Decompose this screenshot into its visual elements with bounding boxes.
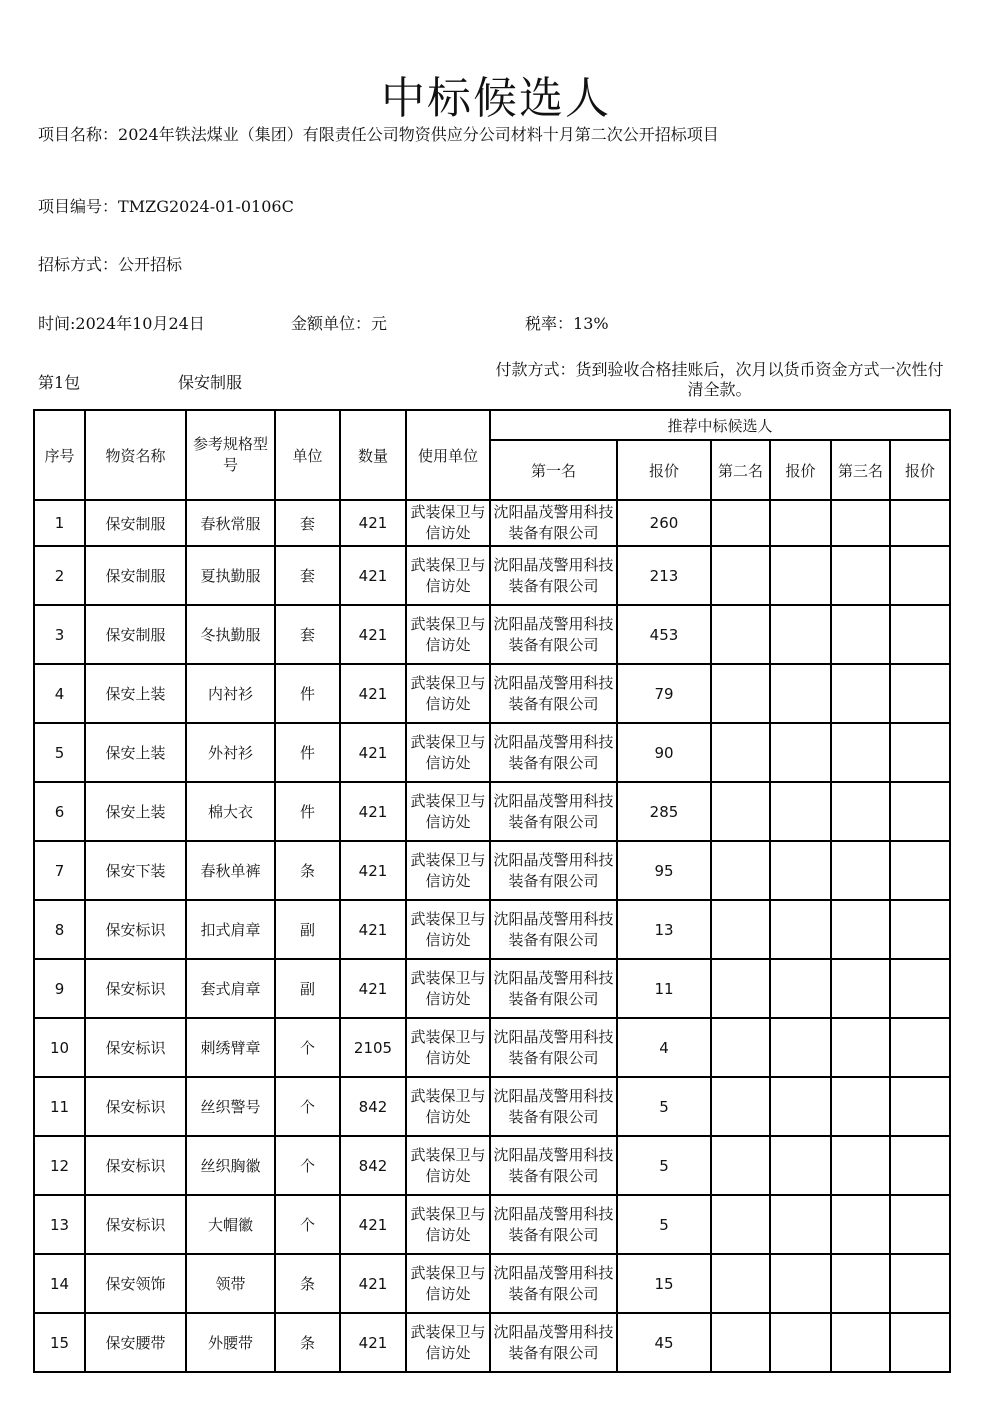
row-user: 武装保卫与信访处	[406, 1018, 490, 1077]
row-second-candidate	[711, 605, 770, 664]
row-third-candidate	[831, 782, 890, 841]
row-third-price	[890, 782, 950, 841]
row-spec: 领带	[186, 1254, 275, 1313]
row-first-price: 11	[617, 959, 711, 1018]
row-name: 保安标识	[85, 1018, 186, 1077]
row-third-candidate	[831, 546, 890, 605]
row-qty: 842	[340, 1136, 406, 1195]
row-qty: 421	[340, 959, 406, 1018]
row-second-candidate	[711, 1313, 770, 1372]
row-spec: 扣式肩章	[186, 900, 275, 959]
header-recommend: 推荐中标候选人	[490, 410, 950, 440]
row-third-candidate	[831, 1018, 890, 1077]
row-index: 4	[34, 664, 85, 723]
row-unit: 副	[275, 900, 340, 959]
row-second-price	[770, 1254, 831, 1313]
row-qty: 421	[340, 782, 406, 841]
row-first-candidate: 沈阳晶茂警用科技装备有限公司	[490, 841, 617, 900]
row-name: 保安制服	[85, 546, 186, 605]
project-name-label: 项目名称：	[38, 125, 119, 144]
payment-terms: 付款方式：货到验收合格挂账后，次月以货币资金方式一次性付清全款。	[495, 360, 944, 399]
row-third-price	[890, 723, 950, 782]
row-first-candidate: 沈阳晶茂警用科技装备有限公司	[490, 782, 617, 841]
date-value: 2024年10月24日	[75, 314, 205, 333]
row-first-candidate: 沈阳晶茂警用科技装备有限公司	[490, 546, 617, 605]
row-second-candidate	[711, 500, 770, 546]
row-unit: 套	[275, 546, 340, 605]
table-row	[34, 1195, 950, 1254]
row-user: 武装保卫与信访处	[406, 546, 490, 605]
row-index: 14	[34, 1254, 85, 1313]
tax-value: 13%	[573, 314, 609, 333]
row-third-candidate	[831, 1254, 890, 1313]
row-unit: 件	[275, 664, 340, 723]
row-qty: 421	[340, 605, 406, 664]
row-second-price	[770, 900, 831, 959]
header-price2: 报价	[770, 440, 831, 500]
header-price1: 报价	[617, 440, 711, 500]
row-first-price: 79	[617, 664, 711, 723]
row-third-candidate	[831, 1077, 890, 1136]
row-first-candidate: 沈阳晶茂警用科技装备有限公司	[490, 1136, 617, 1195]
table-row	[34, 605, 950, 664]
row-user: 武装保卫与信访处	[406, 1136, 490, 1195]
row-third-price	[890, 605, 950, 664]
row-first-candidate: 沈阳晶茂警用科技装备有限公司	[490, 500, 617, 546]
row-qty: 421	[340, 900, 406, 959]
row-name: 保安上装	[85, 664, 186, 723]
row-first-price: 15	[617, 1254, 711, 1313]
table-row	[34, 723, 950, 782]
row-third-candidate	[831, 605, 890, 664]
row-third-candidate	[831, 500, 890, 546]
row-spec: 夏执勤服	[186, 546, 275, 605]
row-index: 10	[34, 1018, 85, 1077]
row-index: 2	[34, 546, 85, 605]
row-first-price: 213	[617, 546, 711, 605]
row-second-price	[770, 546, 831, 605]
header-third: 第三名	[831, 440, 890, 500]
package-name: 保安制服	[178, 373, 243, 392]
header-unit: 单位	[275, 410, 340, 500]
row-name: 保安制服	[85, 500, 186, 546]
row-second-price	[770, 500, 831, 546]
row-user: 武装保卫与信访处	[406, 605, 490, 664]
row-third-price	[890, 1195, 950, 1254]
row-name: 保安领饰	[85, 1254, 186, 1313]
row-second-price	[770, 1313, 831, 1372]
row-user: 武装保卫与信访处	[406, 1195, 490, 1254]
row-second-candidate	[711, 1195, 770, 1254]
table-row	[34, 546, 950, 605]
row-second-price	[770, 664, 831, 723]
row-unit: 个	[275, 1077, 340, 1136]
row-user: 武装保卫与信访处	[406, 959, 490, 1018]
row-first-candidate: 沈阳晶茂警用科技装备有限公司	[490, 1195, 617, 1254]
row-first-price: 95	[617, 841, 711, 900]
row-user: 武装保卫与信访处	[406, 500, 490, 546]
row-second-candidate	[711, 959, 770, 1018]
row-name: 保安标识	[85, 959, 186, 1018]
row-name: 保安标识	[85, 1136, 186, 1195]
row-index: 13	[34, 1195, 85, 1254]
row-unit: 条	[275, 1313, 340, 1372]
row-spec: 棉大衣	[186, 782, 275, 841]
row-qty: 421	[340, 500, 406, 546]
row-index: 12	[34, 1136, 85, 1195]
row-unit: 套	[275, 500, 340, 546]
row-spec: 丝织警号	[186, 1077, 275, 1136]
row-user: 武装保卫与信访处	[406, 1313, 490, 1372]
row-second-candidate	[711, 782, 770, 841]
row-unit: 套	[275, 605, 340, 664]
row-second-price	[770, 1195, 831, 1254]
row-third-price	[890, 900, 950, 959]
currency-value: 元	[371, 314, 388, 333]
row-first-price: 5	[617, 1077, 711, 1136]
header-qty: 数量	[340, 410, 406, 500]
row-first-candidate: 沈阳晶茂警用科技装备有限公司	[490, 1018, 617, 1077]
row-third-price	[890, 500, 950, 546]
row-second-price	[770, 1018, 831, 1077]
row-user: 武装保卫与信访处	[406, 1077, 490, 1136]
row-qty: 421	[340, 546, 406, 605]
row-second-candidate	[711, 1254, 770, 1313]
project-code-value: TMZG2024-01-0106C	[118, 197, 294, 216]
row-first-price: 90	[617, 723, 711, 782]
date	[38, 313, 205, 335]
row-qty: 421	[340, 1313, 406, 1372]
row-first-price: 285	[617, 782, 711, 841]
table-row	[34, 1018, 950, 1077]
row-second-candidate	[711, 546, 770, 605]
row-third-price	[890, 1018, 950, 1077]
row-index: 6	[34, 782, 85, 841]
row-second-price	[770, 959, 831, 1018]
row-second-price	[770, 723, 831, 782]
currency-unit	[291, 313, 387, 335]
row-second-price	[770, 1077, 831, 1136]
row-third-price	[890, 1077, 950, 1136]
row-user: 武装保卫与信访处	[406, 723, 490, 782]
row-third-price	[890, 1313, 950, 1372]
row-name: 保安腰带	[85, 1313, 186, 1372]
table-row	[34, 1136, 950, 1195]
row-user: 武装保卫与信访处	[406, 664, 490, 723]
row-third-candidate	[831, 1195, 890, 1254]
header-spec: 参考规格型号	[186, 410, 275, 500]
row-third-candidate	[831, 1313, 890, 1372]
row-spec: 春秋单裤	[186, 841, 275, 900]
header-user: 使用单位	[406, 410, 490, 500]
row-second-candidate	[711, 664, 770, 723]
row-unit: 条	[275, 841, 340, 900]
bid-method-label: 招标方式：	[38, 255, 119, 274]
row-unit: 个	[275, 1018, 340, 1077]
project-code	[38, 196, 294, 218]
row-qty: 421	[340, 723, 406, 782]
header-second: 第二名	[711, 440, 770, 500]
row-second-candidate	[711, 900, 770, 959]
row-qty: 842	[340, 1077, 406, 1136]
row-name: 保安标识	[85, 1077, 186, 1136]
row-first-candidate: 沈阳晶茂警用科技装备有限公司	[490, 1077, 617, 1136]
row-third-price	[890, 546, 950, 605]
currency-label: 金额单位：	[291, 314, 372, 333]
row-first-price: 45	[617, 1313, 711, 1372]
row-second-candidate	[711, 1077, 770, 1136]
row-index: 11	[34, 1077, 85, 1136]
row-qty: 421	[340, 1195, 406, 1254]
row-name: 保安标识	[85, 1195, 186, 1254]
row-index: 8	[34, 900, 85, 959]
table-row	[34, 1254, 950, 1313]
row-third-candidate	[831, 664, 890, 723]
table-row	[34, 1077, 950, 1136]
row-qty: 2105	[340, 1018, 406, 1077]
row-third-candidate	[831, 900, 890, 959]
page-title: 中标候选人	[381, 73, 611, 124]
row-third-price	[890, 959, 950, 1018]
row-spec: 外衬衫	[186, 723, 275, 782]
row-first-price: 5	[617, 1136, 711, 1195]
row-third-candidate	[831, 959, 890, 1018]
date-label: 时间:	[38, 314, 76, 333]
table-row	[34, 500, 950, 546]
row-first-price: 13	[617, 900, 711, 959]
row-spec: 外腰带	[186, 1313, 275, 1372]
row-first-price: 453	[617, 605, 711, 664]
row-unit: 个	[275, 1195, 340, 1254]
row-first-candidate: 沈阳晶茂警用科技装备有限公司	[490, 723, 617, 782]
row-third-price	[890, 1254, 950, 1313]
row-qty: 421	[340, 1254, 406, 1313]
header-price3: 报价	[890, 440, 950, 500]
header-name: 物资名称	[85, 410, 186, 500]
bid-method-value: 公开招标	[118, 255, 183, 274]
row-spec: 大帽徽	[186, 1195, 275, 1254]
row-spec: 刺绣臂章	[186, 1018, 275, 1077]
row-index: 7	[34, 841, 85, 900]
row-third-price	[890, 1136, 950, 1195]
header-first: 第一名	[490, 440, 617, 500]
row-name: 保安标识	[85, 900, 186, 959]
row-second-price	[770, 1136, 831, 1195]
row-name: 保安上装	[85, 782, 186, 841]
row-first-price: 5	[617, 1195, 711, 1254]
row-second-candidate	[711, 723, 770, 782]
row-second-price	[770, 605, 831, 664]
row-user: 武装保卫与信访处	[406, 782, 490, 841]
row-unit: 件	[275, 782, 340, 841]
row-third-candidate	[831, 723, 890, 782]
row-unit: 件	[275, 723, 340, 782]
project-code-label: 项目编号：	[38, 197, 119, 216]
tax-label: 税率：	[525, 314, 574, 333]
bid-method	[38, 254, 182, 276]
row-second-candidate	[711, 1136, 770, 1195]
row-unit: 个	[275, 1136, 340, 1195]
table-row	[34, 1313, 950, 1372]
row-user: 武装保卫与信访处	[406, 900, 490, 959]
row-first-candidate: 沈阳晶茂警用科技装备有限公司	[490, 959, 617, 1018]
row-user: 武装保卫与信访处	[406, 841, 490, 900]
row-first-price: 260	[617, 500, 711, 546]
row-first-candidate: 沈阳晶茂警用科技装备有限公司	[490, 900, 617, 959]
row-qty: 421	[340, 664, 406, 723]
row-user: 武装保卫与信访处	[406, 1254, 490, 1313]
row-spec: 丝织胸徽	[186, 1136, 275, 1195]
row-third-candidate	[831, 841, 890, 900]
row-third-candidate	[831, 1136, 890, 1195]
row-index: 9	[34, 959, 85, 1018]
row-index: 5	[34, 723, 85, 782]
row-first-candidate: 沈阳晶茂警用科技装备有限公司	[490, 1313, 617, 1372]
row-second-candidate	[711, 1018, 770, 1077]
row-first-candidate: 沈阳晶茂警用科技装备有限公司	[490, 1254, 617, 1313]
candidate-table	[33, 409, 951, 1373]
row-name: 保安制服	[85, 605, 186, 664]
row-first-candidate: 沈阳晶茂警用科技装备有限公司	[490, 605, 617, 664]
table-row	[34, 959, 950, 1018]
row-spec: 冬执勤服	[186, 605, 275, 664]
row-name: 保安上装	[85, 723, 186, 782]
table-row	[34, 841, 950, 900]
tax-rate	[525, 313, 609, 335]
package-number: 第1包	[38, 373, 81, 392]
row-unit: 副	[275, 959, 340, 1018]
table-row	[34, 782, 950, 841]
row-first-price: 4	[617, 1018, 711, 1077]
row-qty: 421	[340, 841, 406, 900]
row-index: 1	[34, 500, 85, 546]
row-name: 保安下装	[85, 841, 186, 900]
project-name	[38, 124, 778, 146]
row-index: 15	[34, 1313, 85, 1372]
header-index: 序号	[34, 410, 85, 500]
row-second-candidate	[711, 841, 770, 900]
row-third-price	[890, 664, 950, 723]
row-index: 3	[34, 605, 85, 664]
table-row	[34, 664, 950, 723]
row-third-price	[890, 841, 950, 900]
table-row	[34, 900, 950, 959]
row-spec: 套式肩章	[186, 959, 275, 1018]
row-spec: 春秋常服	[186, 500, 275, 546]
row-unit: 条	[275, 1254, 340, 1313]
row-spec: 内衬衫	[186, 664, 275, 723]
row-second-price	[770, 782, 831, 841]
row-second-price	[770, 841, 831, 900]
project-name-value: 2024年铁法煤业（集团）有限责任公司物资供应分公司材料十月第二次公开招标项目	[118, 125, 719, 144]
row-first-candidate: 沈阳晶茂警用科技装备有限公司	[490, 664, 617, 723]
